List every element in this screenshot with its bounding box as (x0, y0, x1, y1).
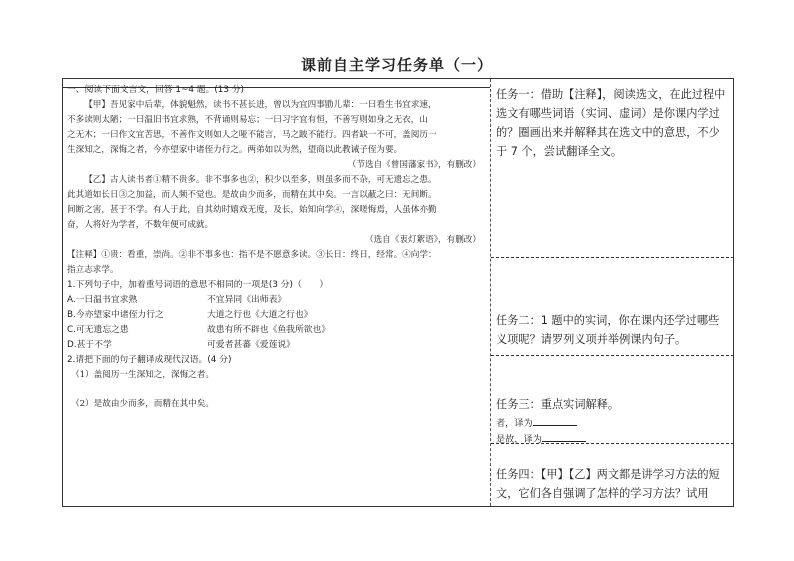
task-3-line: 是故，译为 (496, 430, 730, 446)
passage-jia-line: 【甲】吾见家中后辈，体貌魁然，读书不甚长进，曾以为宜四事勖儿辈：一曰看生书宜求速， (84, 100, 437, 110)
q1-option: C.可无遗忘之患 故患有所不辟也《鱼我所欲也》 (67, 325, 331, 335)
right-row-rule-2 (491, 355, 734, 356)
passage-jia-source: （节选自《曾国藩家书》，有删改） (347, 160, 481, 170)
task-4: 任务四：【甲】【乙】两文都是讲学习方法的短文，它们各自强调了怎样的学习方法？试用 (496, 468, 720, 500)
task-3: 任务三：重点实词解释。 者，译为 是故，译为 (496, 395, 730, 446)
worksheet-table (62, 78, 734, 507)
section-heading: 一、阅读下面文言文，回答 1~4 题。(13 分) (67, 85, 244, 95)
passage-yi-source: （选自《衷灯絮语》，有删改） (364, 235, 481, 245)
page-title: 课前自主学习任务单（一） (300, 56, 493, 74)
question-2: 2.请把下面的句子翻译成现代汉语。(4 分) (67, 355, 232, 365)
notes-line: 指立志求学。 (67, 265, 119, 275)
task-3-line: 者，译为 (496, 414, 730, 430)
task-2: 任务二：1 题中的实词，你在课内还学过哪些义项呢？请罗列义项并举例课内句子。 (496, 314, 720, 346)
reading-passage-column (67, 83, 485, 412)
passage-yi-line: 奋，人将好为学者，不数年便可成就。 (67, 220, 214, 230)
passage-yi-line: 此其道如长日③之加益，而人频不觉也。是故由少而多，而精在其中矣。一言以蔽之曰：无间断。 (67, 190, 437, 200)
right-row-rule-1 (491, 257, 734, 258)
task-1: 任务一：借助【注释】，阅读选文，在此过程中选文有哪些词语（实词、虚词）是你课内学过的？圈画出来并解释其在选文中的意思，不少于 7 个，尝试翻译全文。 (496, 88, 726, 158)
passage-jia-line: 不多读则太陋；一曰温旧书宜求熟，不背诵则易忘；一曰习字宜有恒，不善写则如身之无衣，山 (67, 115, 428, 125)
notes-line: 【注释】①贵：看重，崇尚。②非不事多也：指不是不愿意多读。③长日：终日，经常。④向学： (67, 250, 437, 260)
answer-blank[interactable] (533, 414, 577, 426)
passage-yi-line: 【乙】古人读书者①精不贵多。非不事多也②，积少以至多，则虽多而不杂，可无遗忘之患。 (84, 175, 437, 185)
answer-blank[interactable] (542, 430, 586, 442)
q1-option: D.甚于不学 可爱者甚蕃《爱莲说》 (67, 340, 295, 350)
q2-item: （1）盖阅历一生深知之，深悔之者。 (71, 370, 214, 380)
q1-option: B.今亦望家中诸侄力行之 大道之行也《大道之行也》 (67, 310, 313, 320)
passage-yi-line: 间断之害，甚于不学。有人于此，自其幼时嬉戏无度，及长，始知向学④，深嗟悔焉，人虽体亦勤 (67, 205, 437, 215)
passage-jia-line: 生深知之，深悔之者，今亦望家中诸侄力行之。两弟如以为然，望商以此教诫子侄为要。 (67, 145, 403, 155)
passage-jia-line: 之无木；一曰作文宜苦思，不善作文则如人之哑不能言，马之跛不能行。四者缺一不可，盖阅历一 (67, 130, 437, 140)
q2-item: （2）是故由少而多，而精在其中矣。 (71, 399, 214, 409)
question-1: 1.下列句子中，加着重号词语的意思不相同的一项是(3 分)（ ） (67, 280, 329, 290)
column-divider (490, 79, 491, 506)
q1-option: A.一曰温书宜求熟 不宜异同《出师表》 (67, 295, 287, 305)
